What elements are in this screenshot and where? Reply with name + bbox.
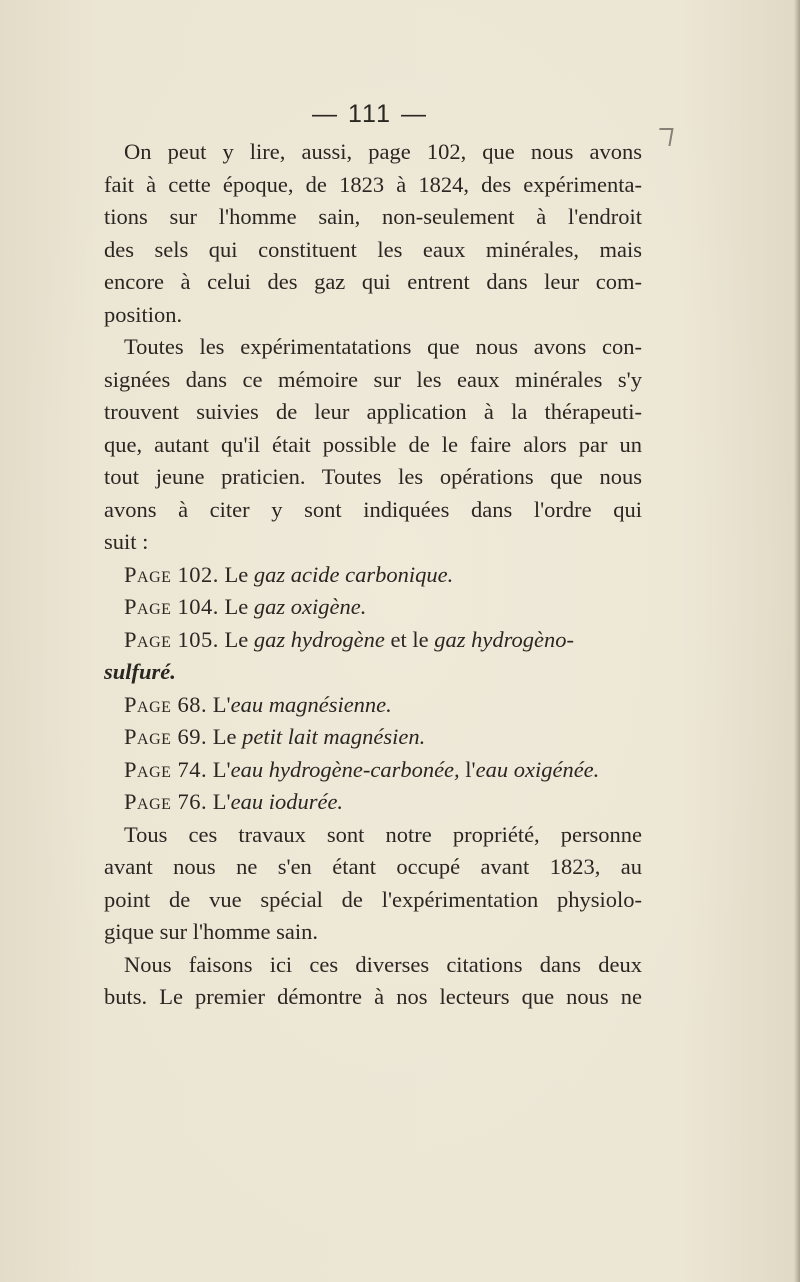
text-line: suit : (104, 529, 149, 554)
page-ref: Page 76. (124, 789, 208, 814)
paragraph-4 (104, 949, 642, 1014)
text-line: tout jeune praticien. Toutes les opérations que nous (104, 464, 642, 489)
text-line: Tous ces travaux sont notre propriété, personne (124, 821, 642, 847)
text-line: point de vue spécial de l'expérimentation physiolo- (104, 886, 642, 912)
margin-mark (656, 128, 673, 146)
list-item (104, 591, 642, 624)
entry-title: sulfuré. (104, 659, 176, 684)
entry-connector: et le (384, 626, 435, 652)
page-number: — 111 — (312, 100, 428, 128)
list-item (104, 689, 642, 722)
entry-title-2: gaz hydrogèno- (434, 626, 575, 652)
paragraph-1 (104, 136, 642, 331)
list-item-continuation (104, 656, 642, 689)
page-ref: Page 68. (124, 691, 208, 717)
entry-title-2: eau oxigénée. (475, 756, 600, 782)
entry-prefix: Le (224, 561, 254, 587)
entry-prefix: L' (212, 756, 231, 782)
text-line: fait à cette époque, de 1823 à 1824, des expérimenta- (104, 171, 642, 197)
text-line: buts. Le premier démontre à nos lecteurs que nous ne (104, 984, 642, 1009)
list-item (104, 559, 642, 592)
text-line: tions sur l'homme sain, non-seulement à l'endroit (104, 204, 642, 229)
entry-prefix: Le (212, 724, 243, 749)
page-ref: Page 105. (124, 626, 219, 652)
text-block (104, 136, 642, 1014)
page-edge-shadow (794, 0, 800, 1282)
text-line: signées dans ce mémoire sur les eaux minérales s'y (104, 366, 642, 392)
page-list (104, 559, 642, 819)
page-ref: Page 74. (124, 756, 208, 782)
list-item (104, 786, 642, 819)
text-line: encore à celui des gaz qui entrent dans leur com- (104, 269, 642, 294)
entry-title: gaz acide carbonique. (253, 561, 454, 587)
list-item (104, 754, 642, 787)
page-ref: Page 104. (124, 594, 219, 619)
entry-title: eau magnésienne. (230, 691, 392, 717)
entry-prefix: L' (212, 691, 231, 717)
paragraph-2 (104, 331, 642, 559)
entry-title: eau hydrogène-carbonée, (230, 756, 460, 782)
text-line: Toutes les expérimentatations que nous avons con- (124, 334, 642, 359)
text-line: gique sur l'homme sain. (104, 919, 319, 944)
list-item (104, 721, 642, 754)
text-line: On peut y lire, aussi, page 102, que nous avons (124, 139, 642, 164)
entry-title: gaz hydrogène (253, 626, 385, 652)
text-line: avons à citer y sont indiquées dans l'ordre qui (104, 496, 642, 522)
text-line: des sels qui constituent les eaux minérales, mais (104, 236, 642, 262)
page-ref: Page 69. (124, 724, 208, 749)
text-line: trouvent suivies de leur application à la thérapeuti- (104, 399, 642, 424)
text-line: position. (104, 301, 183, 327)
list-item (104, 624, 642, 657)
text-line: avant nous ne s'en étant occupé avant 1823, au (104, 854, 642, 879)
entry-title: eau iodurée. (230, 789, 344, 814)
page-ref: Page 102. (124, 561, 219, 587)
entry-prefix: Le (224, 594, 254, 619)
entry-prefix: L' (212, 789, 231, 814)
entry-title: petit lait magnésien. (242, 724, 426, 749)
text-line: Nous faisons ici ces diverses citations dans deux (124, 951, 642, 977)
paragraph-3 (104, 819, 642, 949)
text-line: que, autant qu'il était possible de le faire alors par un (104, 431, 642, 457)
entry-title: gaz oxigène. (253, 594, 367, 619)
entry-prefix: Le (224, 626, 254, 652)
entry-connector: l' (459, 756, 476, 782)
